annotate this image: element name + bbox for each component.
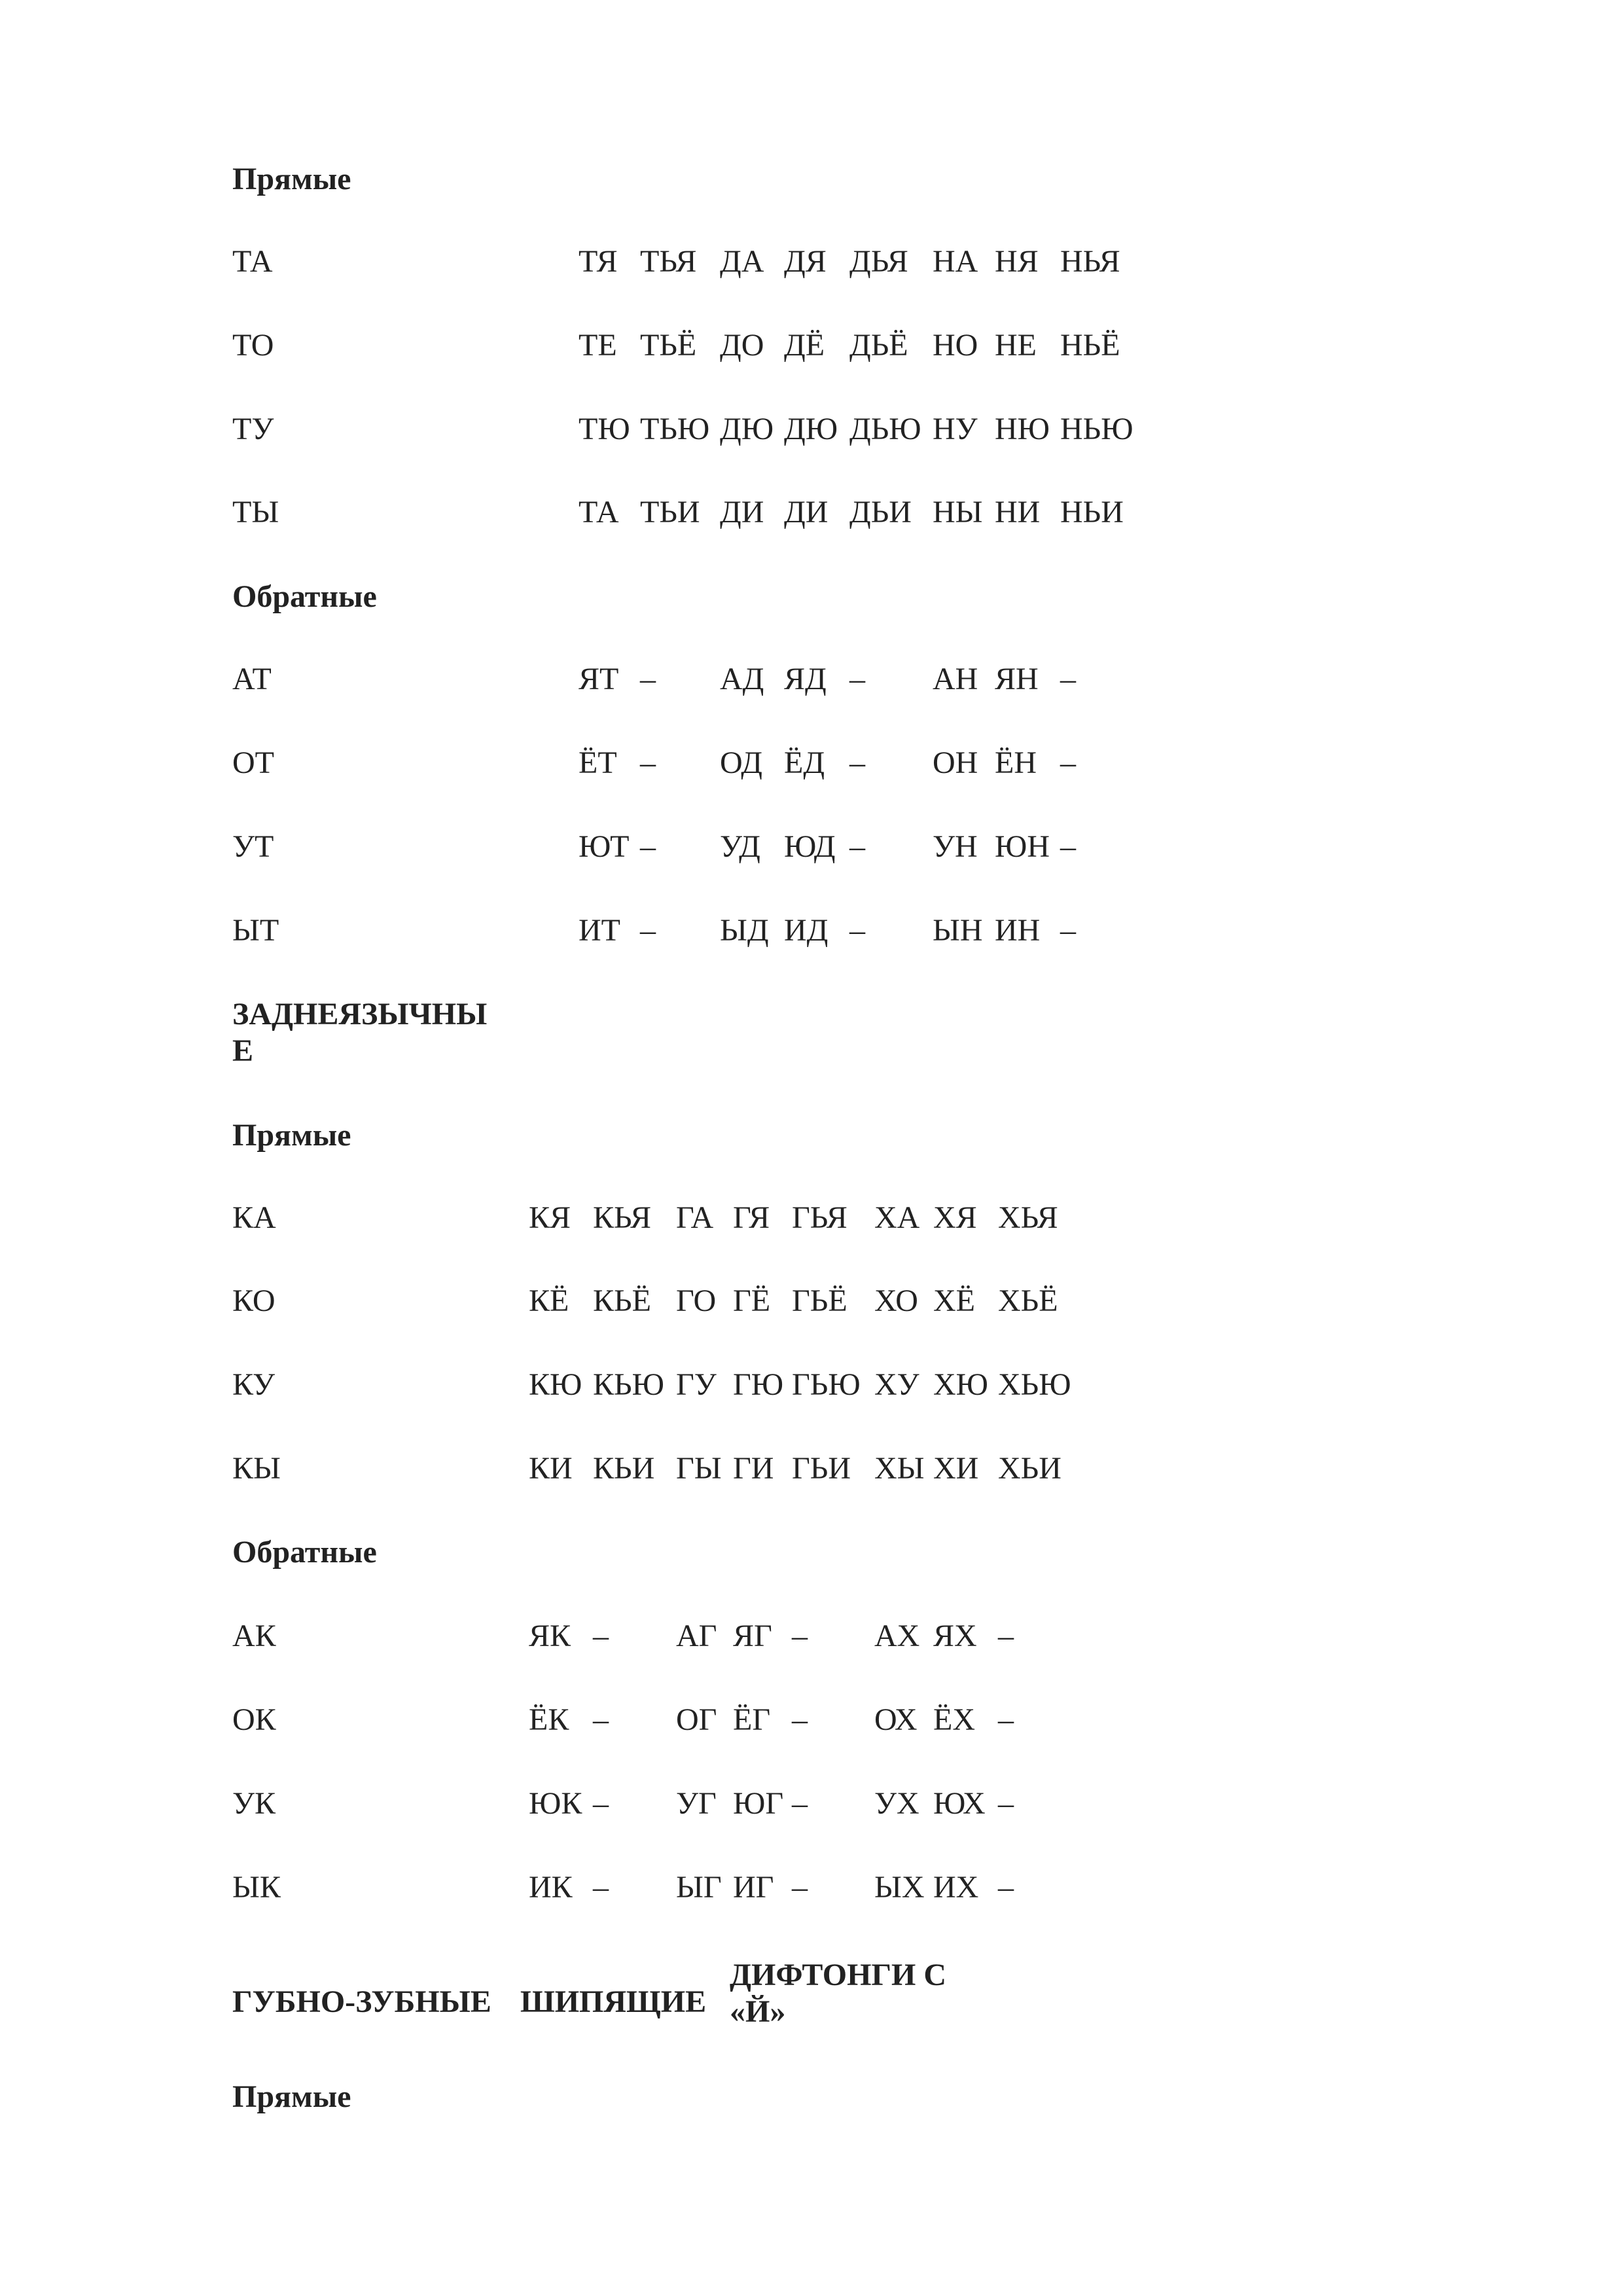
row-label: УТ bbox=[232, 829, 274, 864]
syllable-cell: – bbox=[792, 1786, 808, 1821]
syllable-cell: ЁХ bbox=[933, 1702, 975, 1737]
syllable-cell: ГА bbox=[676, 1200, 714, 1235]
syllable-cell: УД bbox=[720, 829, 760, 864]
row-label: ЫТ bbox=[232, 913, 279, 948]
row-label: УК bbox=[232, 1786, 276, 1821]
syllable-cell: НЬЁ bbox=[1060, 328, 1120, 363]
syllable-cell: УН bbox=[933, 829, 978, 864]
syllable-cell: ГИ bbox=[733, 1451, 774, 1486]
syllable-cell: ГУ bbox=[676, 1367, 717, 1402]
syllable-cell: НЕ bbox=[995, 328, 1037, 363]
row-label: АТ bbox=[232, 662, 272, 696]
syllable-cell: – bbox=[998, 1702, 1014, 1737]
syllable-cell: ЯН bbox=[995, 662, 1039, 696]
syllable-cell: КЁ bbox=[529, 1283, 569, 1318]
syllable-cell: НЫ bbox=[933, 495, 983, 529]
syllable-cell: ХЬЁ bbox=[998, 1283, 1058, 1318]
syllable-cell: ЁК bbox=[529, 1702, 569, 1737]
syllable-cell: ЫГ bbox=[676, 1870, 722, 1905]
row-label: АК bbox=[232, 1619, 276, 1653]
syllable-cell: – bbox=[998, 1619, 1014, 1653]
row-label: ТО bbox=[232, 328, 274, 363]
syllable-cell: ЮД bbox=[784, 829, 836, 864]
syllable-cell: – bbox=[849, 745, 865, 780]
row-label: ОК bbox=[232, 1702, 276, 1737]
syllable-cell: НИ bbox=[995, 495, 1041, 529]
syllable-cell: ЯХ bbox=[933, 1619, 977, 1653]
syllable-cell: ОГ bbox=[676, 1702, 717, 1737]
syllable-cell: КЬЮ bbox=[593, 1367, 664, 1402]
subheading-direct: Прямые bbox=[232, 2079, 351, 2114]
syllable-cell: – bbox=[593, 1619, 609, 1653]
syllable-cell: ИТ bbox=[579, 913, 620, 948]
syllable-cell: ЁН bbox=[995, 745, 1037, 780]
syllable-cell: ДЯ bbox=[784, 244, 827, 279]
syllable-cell: ХЁ bbox=[933, 1283, 975, 1318]
syllable-cell: ТА bbox=[579, 495, 619, 529]
syllable-cell: ОД bbox=[720, 745, 763, 780]
syllable-cell: ЮК bbox=[529, 1786, 582, 1821]
syllable-cell: КЯ bbox=[529, 1200, 571, 1235]
syllable-cell: – bbox=[849, 913, 865, 948]
syllable-cell: – bbox=[593, 1870, 609, 1905]
syllable-cell: ХУ bbox=[874, 1367, 919, 1402]
syllable-cell: УХ bbox=[874, 1786, 919, 1821]
syllable-cell: НЬИ bbox=[1060, 495, 1124, 529]
syllable-cell: ХЫ bbox=[874, 1451, 925, 1486]
syllable-cell: ДЮ bbox=[784, 412, 838, 446]
heading-diphthongs-line-2: «Й» bbox=[730, 1994, 786, 2029]
syllable-cell: ЮН bbox=[995, 829, 1050, 864]
syllable-cell: ГО bbox=[676, 1283, 717, 1318]
syllable-cell: ЯГ bbox=[733, 1619, 772, 1653]
syllable-cell: ЁГ bbox=[733, 1702, 771, 1737]
syllable-cell: ЫН bbox=[933, 913, 983, 948]
syllable-cell: НА bbox=[933, 244, 978, 279]
row-label: КО bbox=[232, 1283, 276, 1318]
syllable-cell: ДЬИ bbox=[849, 495, 912, 529]
syllable-cell: – bbox=[640, 829, 656, 864]
row-label: ТА bbox=[232, 244, 273, 279]
syllable-cell: ТЬЮ bbox=[640, 412, 710, 446]
row-label: ОТ bbox=[232, 745, 274, 780]
syllable-cell: ДО bbox=[720, 328, 764, 363]
subheading-reverse: Обратные bbox=[232, 1535, 377, 1570]
syllable-cell: ЁТ bbox=[579, 745, 617, 780]
syllable-cell: – bbox=[792, 1870, 808, 1905]
syllable-cell: УГ bbox=[676, 1786, 717, 1821]
syllable-cell: – bbox=[849, 662, 865, 696]
syllable-cell: ХО bbox=[874, 1283, 918, 1318]
row-label: КУ bbox=[232, 1367, 276, 1402]
syllable-cell: ЯК bbox=[529, 1619, 571, 1653]
row-label: ТУ bbox=[232, 412, 274, 446]
syllable-cell: АГ bbox=[676, 1619, 717, 1653]
syllable-cell: – bbox=[849, 829, 865, 864]
syllable-cell: ЯД bbox=[784, 662, 827, 696]
syllable-cell: ХЬЮ bbox=[998, 1367, 1071, 1402]
syllable-cell: – bbox=[593, 1702, 609, 1737]
syllable-cell: – bbox=[640, 662, 656, 696]
row-label: КА bbox=[232, 1200, 276, 1235]
syllable-cell: ДЁ bbox=[784, 328, 825, 363]
syllable-cell: ОН bbox=[933, 745, 978, 780]
subheading-direct: Прямые bbox=[232, 1118, 351, 1153]
syllable-cell: ТЯ bbox=[579, 244, 618, 279]
syllable-cell: – bbox=[792, 1702, 808, 1737]
syllable-cell: ДЬЮ bbox=[849, 412, 921, 446]
syllable-cell: КЬЯ bbox=[593, 1200, 652, 1235]
syllable-cell: ИД bbox=[784, 913, 829, 948]
syllable-cell: ИГ bbox=[733, 1870, 774, 1905]
heading-diphthongs bbox=[730, 1954, 946, 2033]
syllable-cell: ДЬЯ bbox=[849, 244, 908, 279]
syllable-cell: ТЬИ bbox=[640, 495, 700, 529]
syllable-cell: ХЬИ bbox=[998, 1451, 1061, 1486]
syllable-cell: ДИ bbox=[784, 495, 829, 529]
syllable-cell: КЬИ bbox=[593, 1451, 655, 1486]
syllable-cell: ЁД bbox=[784, 745, 825, 780]
syllable-cell: НЮ bbox=[995, 412, 1050, 446]
syllable-cell: – bbox=[998, 1870, 1014, 1905]
syllable-cell: ГЬЯ bbox=[792, 1200, 847, 1235]
syllable-cell: ХЯ bbox=[933, 1200, 977, 1235]
syllable-cell: ТЬЯ bbox=[640, 244, 697, 279]
syllable-cell: – bbox=[792, 1619, 808, 1653]
syllable-cell: – bbox=[640, 913, 656, 948]
syllable-cell: ТЬЁ bbox=[640, 328, 697, 363]
syllable-cell: ДЮ bbox=[720, 412, 774, 446]
syllable-cell: ДЬЁ bbox=[849, 328, 908, 363]
syllable-cell: ЯТ bbox=[579, 662, 619, 696]
section-heading-back-lingual bbox=[232, 994, 487, 1072]
syllable-cell: АД bbox=[720, 662, 764, 696]
syllable-cell: НЯ bbox=[995, 244, 1039, 279]
syllable-cell: – bbox=[1060, 829, 1076, 864]
syllable-cell: ХЮ bbox=[933, 1367, 988, 1402]
syllable-cell: КЬЁ bbox=[593, 1283, 651, 1318]
syllable-cell: ТЕ bbox=[579, 328, 617, 363]
syllable-cell: ИН bbox=[995, 913, 1041, 948]
row-label: ЫК bbox=[232, 1870, 281, 1905]
syllable-cell: ГЬЮ bbox=[792, 1367, 861, 1402]
syllable-cell: НЬЮ bbox=[1060, 412, 1133, 446]
syllable-cell: НУ bbox=[933, 412, 978, 446]
syllable-cell: ГЮ bbox=[733, 1367, 784, 1402]
syllable-cell: – bbox=[1060, 913, 1076, 948]
syllable-cell: – bbox=[640, 745, 656, 780]
syllable-cell: КИ bbox=[529, 1451, 573, 1486]
heading-labio-dental: ГУБНО-ЗУБНЫЕ bbox=[232, 1984, 491, 2019]
syllable-cell: ХЬЯ bbox=[998, 1200, 1058, 1235]
syllable-cell: КЮ bbox=[529, 1367, 582, 1402]
heading-diphthongs-line-1: ДИФТОНГИ С bbox=[730, 1958, 946, 1992]
subheading-direct: Прямые bbox=[232, 162, 351, 196]
syllable-cell: ГЬИ bbox=[792, 1451, 851, 1486]
syllable-cell: ТЮ bbox=[579, 412, 630, 446]
syllable-cell: ИК bbox=[529, 1870, 573, 1905]
syllable-cell: ЮГ bbox=[733, 1786, 784, 1821]
syllable-cell: ЮТ bbox=[579, 829, 630, 864]
subheading-reverse: Обратные bbox=[232, 579, 377, 614]
syllable-cell: ДИ bbox=[720, 495, 764, 529]
syllable-cell: ГЯ bbox=[733, 1200, 770, 1235]
syllable-cell: – bbox=[998, 1786, 1014, 1821]
syllable-cell: ОХ bbox=[874, 1702, 918, 1737]
heading-line-1: ЗАДНЕЯЗЫЧНЫ bbox=[232, 997, 488, 1031]
syllable-cell: АХ bbox=[874, 1619, 920, 1653]
syllable-cell: НЬЯ bbox=[1060, 244, 1120, 279]
heading-line-2: Е bbox=[232, 1033, 254, 1068]
syllable-cell: ХА bbox=[874, 1200, 920, 1235]
syllable-cell: АН bbox=[933, 662, 978, 696]
syllable-cell: ИХ bbox=[933, 1870, 979, 1905]
syllable-cell: НО bbox=[933, 328, 978, 363]
syllable-cell: ЮХ bbox=[933, 1786, 986, 1821]
syllable-cell: – bbox=[1060, 662, 1076, 696]
syllable-cell: ГЁ bbox=[733, 1283, 771, 1318]
syllable-cell: ЫД bbox=[720, 913, 769, 948]
syllable-cell: ЫХ bbox=[874, 1870, 925, 1905]
syllable-cell: ХИ bbox=[933, 1451, 979, 1486]
heading-sibilants: ШИПЯЩИЕ bbox=[520, 1984, 707, 2019]
row-label: ТЫ bbox=[232, 495, 279, 529]
syllable-cell: ДА bbox=[720, 244, 764, 279]
syllable-cell: – bbox=[1060, 745, 1076, 780]
syllable-cell: ГЬЁ bbox=[792, 1283, 847, 1318]
row-label: КЫ bbox=[232, 1451, 281, 1486]
syllable-cell: ГЫ bbox=[676, 1451, 722, 1486]
syllable-cell: – bbox=[593, 1786, 609, 1821]
